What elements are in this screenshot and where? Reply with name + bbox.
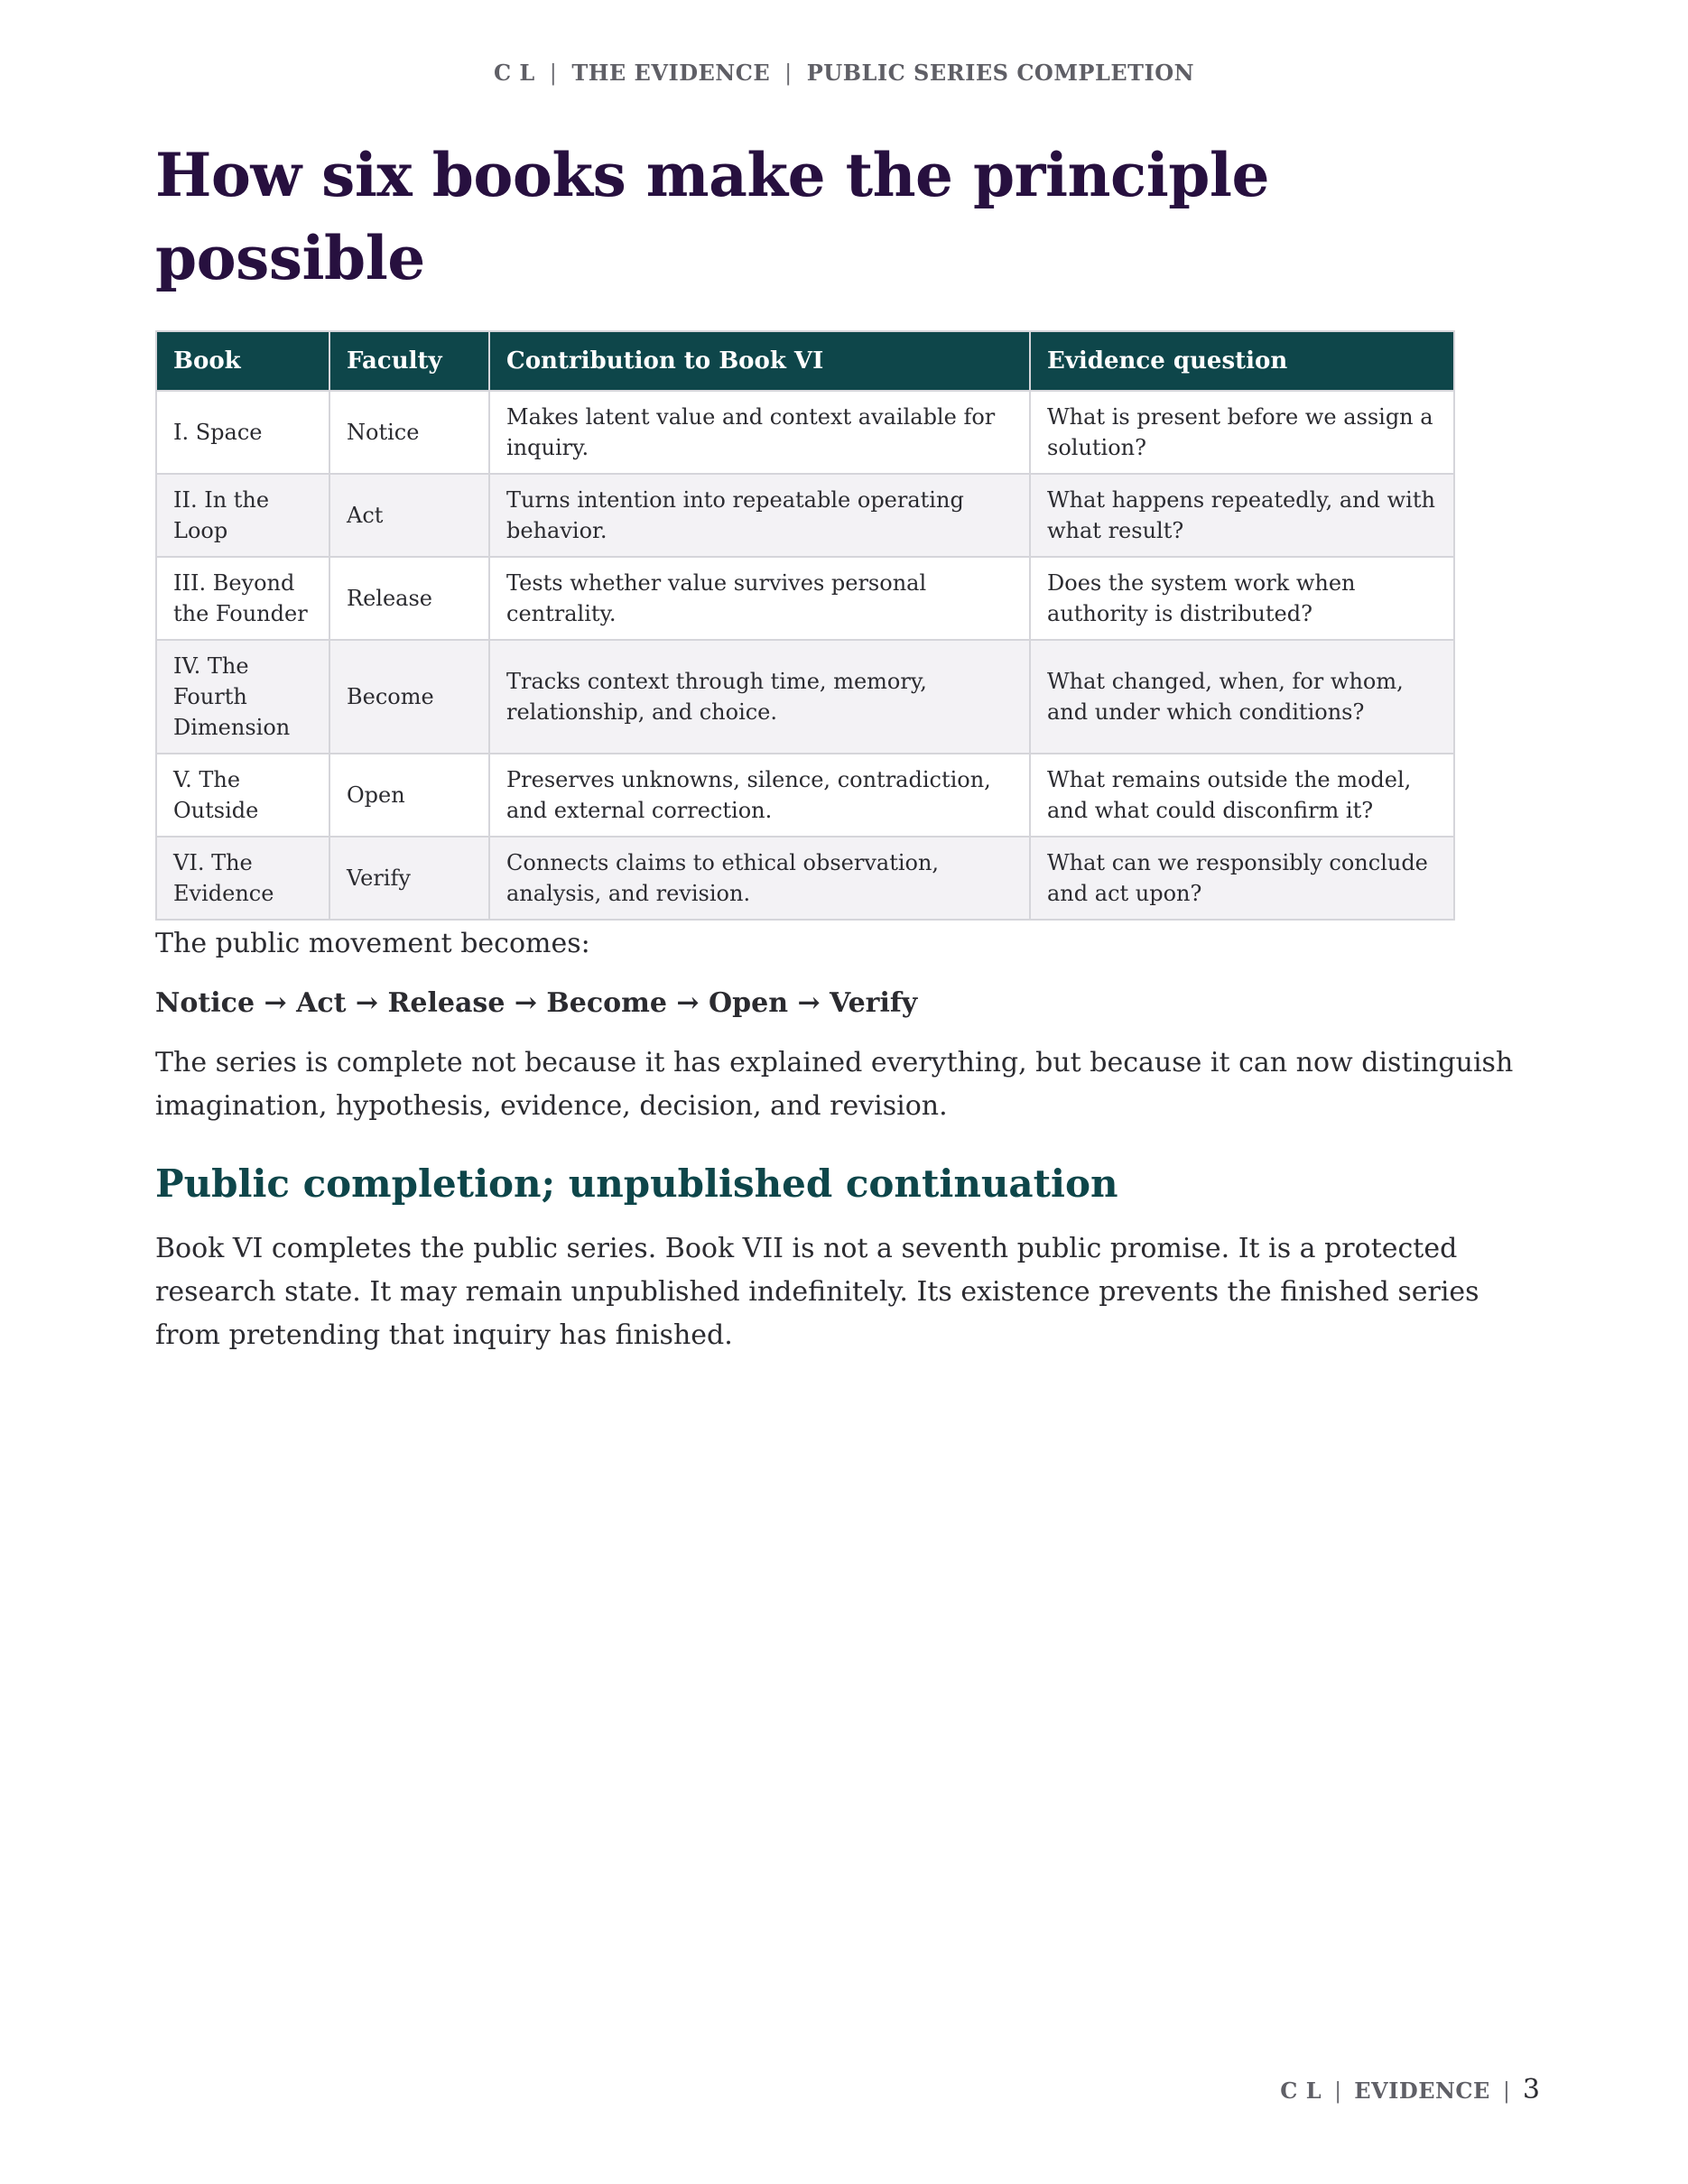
cell-evidence-question: What happens repeatedly, and with what result?	[1030, 474, 1454, 557]
cell-evidence-question: What can we responsibly conclude and act upon?	[1030, 837, 1454, 920]
series-conclusion-paragraph: The series is complete not because it has explained everything, but because it can now distinguish imagination, hypothesis, evidence, decision, and revision.	[155, 1047, 1514, 1122]
cell-contribution: Turns intention into repeatable operating behavior.	[489, 474, 1030, 557]
cell-evidence-question: What changed, when, for whom, and under which conditions?	[1030, 640, 1454, 754]
footer-label: EVIDENCE	[1354, 2078, 1490, 2104]
table-header-row	[156, 331, 1454, 391]
books-table	[155, 330, 1455, 921]
running-footer	[1280, 2074, 1540, 2105]
cell-contribution: Connects claims to ethical observation, analysis, and revision.	[489, 837, 1030, 920]
cell-faculty: Release	[329, 557, 489, 640]
cell-book: IV. The Fourth Dimension	[156, 640, 329, 754]
cell-faculty: Open	[329, 754, 489, 837]
table-row	[156, 474, 1454, 557]
cell-contribution: Preserves unknowns, silence, contradiction, and external correction.	[489, 754, 1030, 837]
cell-book: VI. The Evidence	[156, 837, 329, 920]
movement-sequence: Notice → Act → Release → Become → Open → Verify	[155, 987, 918, 1019]
cell-book: II. In the Loop	[156, 474, 329, 557]
cell-evidence-question: Does the system work when authority is distributed?	[1030, 557, 1454, 640]
header-author: C L	[493, 60, 535, 86]
cell-evidence-question: What remains outside the model, and what could disconfirm it?	[1030, 754, 1454, 837]
table-row	[156, 391, 1454, 474]
column-header-book: Book	[156, 331, 329, 391]
header-separator: |	[784, 60, 793, 86]
cell-contribution: Tests whether value survives personal centrality.	[489, 557, 1030, 640]
column-header-faculty: Faculty	[329, 331, 489, 391]
column-header-evidence-question: Evidence question	[1030, 331, 1454, 391]
table-row	[156, 640, 1454, 754]
cell-faculty: Act	[329, 474, 489, 557]
cell-book: I. Space	[156, 391, 329, 474]
table-row	[156, 557, 1454, 640]
page-title: How six books make the principle possible	[155, 140, 1269, 293]
footer-separator: |	[1502, 2078, 1510, 2104]
cell-faculty: Verify	[329, 837, 489, 920]
footer-author: C L	[1280, 2078, 1322, 2104]
column-header-contribution: Contribution to Book VI	[489, 331, 1030, 391]
header-separator: |	[549, 60, 558, 86]
cell-book: V. The Outside	[156, 754, 329, 837]
cell-contribution: Tracks context through time, memory, relationship, and choice.	[489, 640, 1030, 754]
header-section: PUBLIC SERIES COMPLETION	[806, 60, 1195, 86]
cell-faculty: Notice	[329, 391, 489, 474]
movement-lead-paragraph: The public movement becomes:	[155, 928, 590, 959]
cell-contribution: Makes latent value and context available for inquiry.	[489, 391, 1030, 474]
page-number: 3	[1522, 2074, 1540, 2105]
footer-separator: |	[1334, 2078, 1342, 2104]
table-row	[156, 837, 1454, 920]
page-content	[155, 134, 1536, 1357]
header-book: THE EVIDENCE	[571, 60, 771, 86]
running-header	[0, 60, 1688, 86]
section-heading: Public completion; unpublished continuation	[155, 1161, 1118, 1206]
table-row	[156, 754, 1454, 837]
cell-evidence-question: What is present before we assign a solution?	[1030, 391, 1454, 474]
cell-book: III. Beyond the Founder	[156, 557, 329, 640]
cell-faculty: Become	[329, 640, 489, 754]
section-paragraph: Book VI completes the public series. Book VII is not a seventh public promise. It is a protected research state. It may remain unpublished indefinitely. Its existence prevents the finished series from pretending that inquiry has finished.	[155, 1233, 1479, 1351]
